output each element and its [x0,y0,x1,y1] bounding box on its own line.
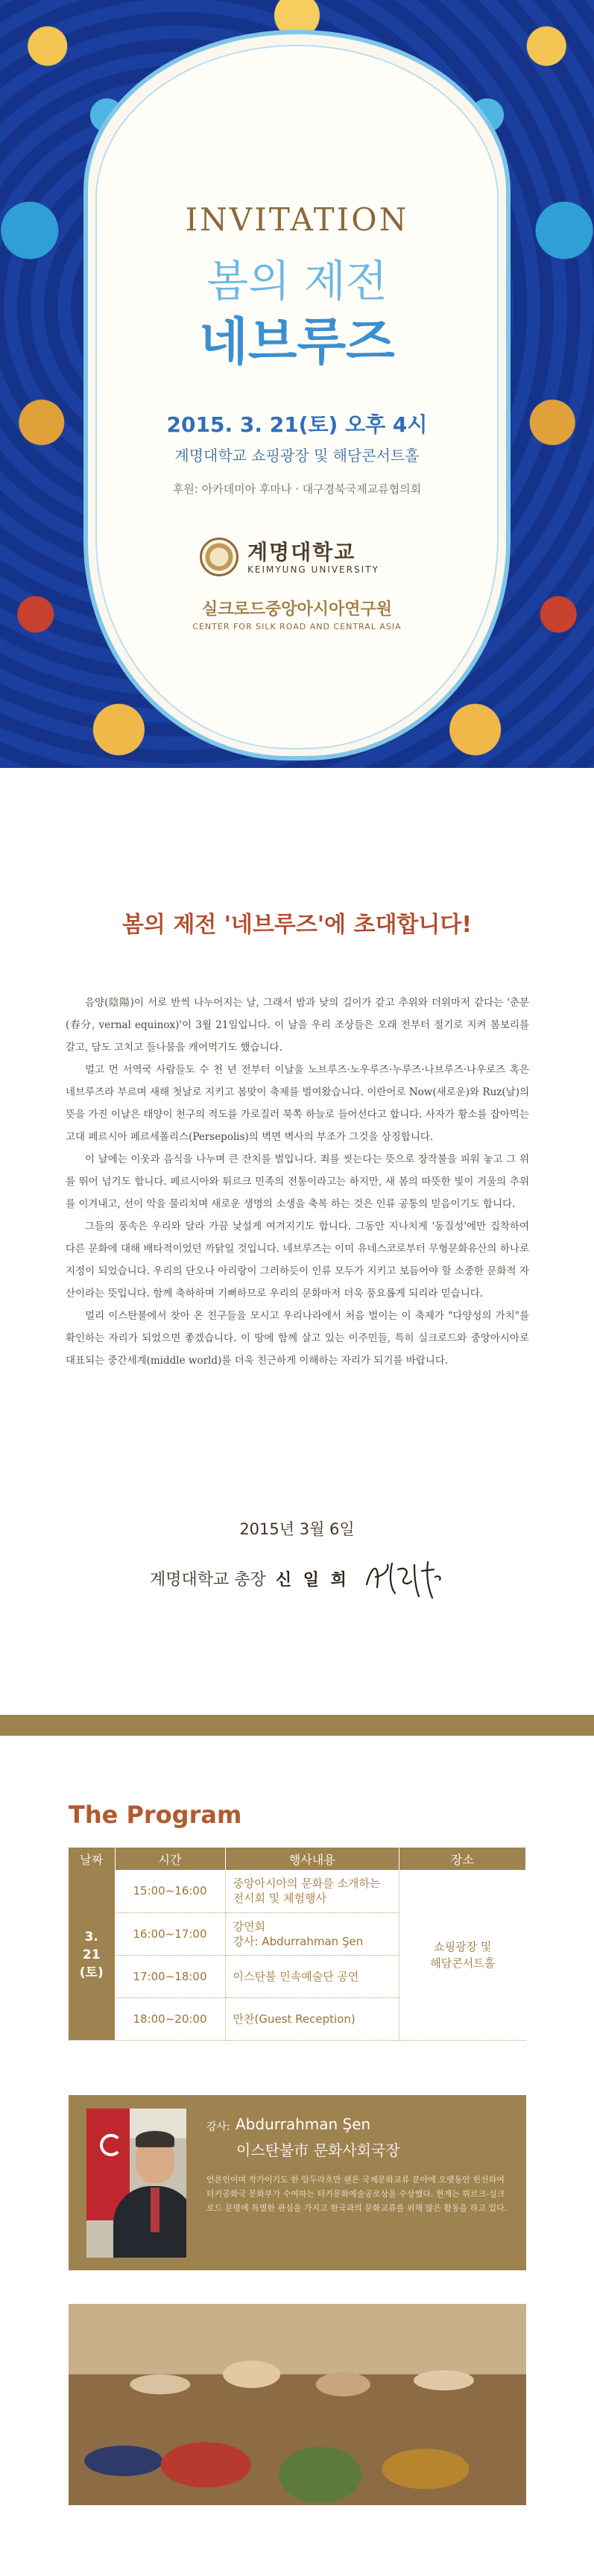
speaker-title: 이스탄불市 문화사회국장 [236,2141,400,2159]
event-date: 2015. 3. 21(토) 오후 4시 [166,412,428,437]
speaker-bio: 언론인이며 작가이기도 한 압두라흐만 쉔은 국제문화교류 분야에 오랫동안 헌신하여 터키공화국 문화부가 수여하는 터키문화예술공로상을 수상했다. 현재는 튀르크-실크로드 문명에 특별한 관심을 가지고 한국과의 문화교류를 위해 많은 활동을 하고 있다. [206,2175,508,2213]
letter-body [66,992,529,1372]
signer-name: 신 일 희 [275,1570,350,1590]
institute-name-en: CENTER FOR SILK ROAD AND CENTRAL ASIA [192,622,402,632]
speaker-photo-hair [136,2131,174,2147]
program-title: The Program [69,1801,242,1829]
letter-paragraph: 그들의 풍속은 우리와 달라 가끔 낯설게 여겨지기도 합니다. 그동안 지나치게 '동질성'에만 집착하여 다른 문화에 대해 배타적이었던 까닭일 것입니다. 네브루즈는 이미 유네스코로부터 무형문화유산의 하나로 지정이 되었습니다. 우리의 단오나 아리랑이 그러하듯이 인류 모두가 지키고 보듬어야 할 소중한 문화적 자산이라는 뜻입니다. 함께 축하하며 기뻐하므로 우리의 문화마저 더욱 풍요롭게 되리라 믿습니다. [66,1221,529,1300]
hero-banner [0,0,594,768]
program-time: 18:00~20:00 [115,1997,225,2040]
program-time: 17:00~18:00 [115,1955,225,1997]
program-time: 16:00~17:00 [115,1912,225,1955]
program-place [399,1870,526,2040]
program-event: 중앙아시아의 문화를 소개하는 전시회 및 체험행사 [225,1870,399,1912]
event-venue: 계명대학교 쇼핑광장 및 해담콘서트홀 [174,447,420,465]
table-row [69,1870,526,1912]
letter-heading: 봄의 제전 '네브루즈'에 초대합니다! [121,912,473,938]
header-place: 장소 [399,1848,526,1870]
university-name-en: KEIMYUNG UNIVERSITY [247,564,379,575]
section-divider [0,1715,594,1736]
speaker-photo-body [113,2186,186,2258]
letter-date: 2015년 3월 6일 [239,1520,355,1538]
handwritten-signature-icon [362,1555,444,1602]
program-event: 만찬(Guest Reception) [225,1997,399,2040]
speaker-card [69,2095,526,2270]
event-sponsor: 후원: 아카데미아 후마나 · 대구경북국제교류협의회 [172,482,422,496]
program-event: 이스탄불 민속예술단 공연 [225,1955,399,1997]
header-date: 날짜 [69,1848,115,1870]
program-time: 15:00~16:00 [115,1870,225,1912]
hero-subtitle: 봄의 제전 [206,256,388,306]
letter-paragraph: 멀리 이스탄불에서 찾아 온 친구들을 모시고 우리나라에서 처음 벌이는 이 축제가 "다양성의 가치"를 확인하는 자리가 되었으면 좋겠습니다. 이 땅에 함께 살고 있는 이주민들, 특히 실크로드와 중앙아시아로 대표되는 중간세계(middle world)를 더욱 친근하게 이해하는 자리가 되기를 바랍니다. [66,1310,529,1367]
program-place-text: 쇼핑광장 및 해담콘서트홀 [430,1939,496,1970]
festival-painting [69,2304,526,2505]
program-day-text: 3. 21 (토) [79,1929,104,1980]
letter-paragraph: 이 날에는 이웃과 음식을 나누며 큰 잔치를 벌입니다. 죄를 씻는다는 뜻으로 장작불을 피워 놓고 그 위를 뛰어 넘기도 합니다. 페르시아와 튀르크 민족의 전통이라고는 하지만, 새 봄의 따뜻한 빛이 겨울의 추위를 이겨내고, 선이 악을 물리치며 새로운 생명의 소생을 축복 하는 것은 인류 공통의 믿음이기도 합니다. [66,1153,529,1210]
program-event: 강연회 강사: Abdurrahman Şen [225,1912,399,1955]
speaker-role: 강사: [206,2121,230,2133]
program-table [69,1848,526,2041]
speaker-name: Abdurrahman Şen [236,2115,371,2133]
speaker-photo-tie [151,2188,159,2232]
university-logo [200,533,401,585]
letter-paragraph: 음양(陰陽)이 서로 반씩 나누어지는 날, 그래서 밤과 낮의 길이가 같고 추위와 더위마저 같다는 '춘분(春分, vernal equinox)'이 3월 21일입니다. 이 날을 우리 조상들은 오래 전부터 절기로 지켜 봄보리를 갈고, 담도 고치고 들나물을 캐어먹기도 했습니다. [66,997,529,1054]
university-emblem-icon [200,538,238,576]
speaker-photo [86,2109,186,2258]
institute-name-ko: 실크로드중앙아시아연구원 [201,600,393,619]
header-time: 시간 [115,1848,225,1870]
table-header-row [69,1848,526,1870]
hero-arch-inner [95,45,499,749]
university-name-ko: 계명대학교 [247,540,356,564]
program-day [69,1870,115,2040]
signer-title: 계명대학교 총장 [149,1570,266,1590]
header-event: 행사내용 [225,1848,399,1870]
hero-title: 네브루즈 [199,313,395,372]
signature-line [0,1555,594,1614]
invitation-label: INVITATION [185,201,409,238]
letter-paragraph: 멀고 먼 서역국 사람들도 수 천 년 전부터 이날을 노브루즈·노우루즈·누루즈·나브루즈·나우로즈 혹은 네브루즈라 부르며 새해 첫날로 지키고 봄맞이 축제를 벌여왔습니다. 이란어로 Now(새로운)와 Ruz(날)의 뜻을 가진 이날은 태양이 천구의 적도를 가로질러 북쪽 하늘로 들어선다고 합니다. 사자가 황소를 잡아먹는 고대 페르시아 페르세폴리스(Persepolis)의 벽면 벽사의 부조가 그것을 상징합니다. [66,1064,529,1143]
